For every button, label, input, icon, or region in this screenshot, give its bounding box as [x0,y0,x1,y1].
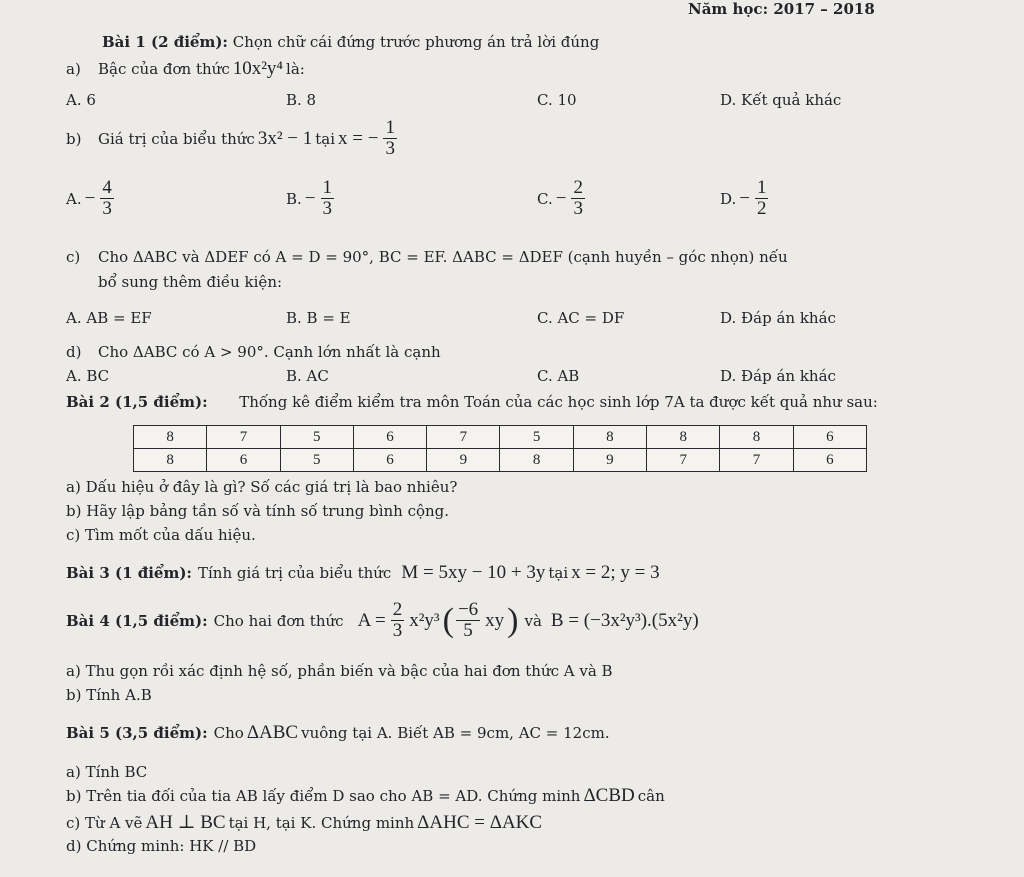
bai5-text1: Cho [213,724,244,742]
frac-den: 3 [392,620,403,641]
bai5-c-mid: tại H, tại K. Chứng minh [228,813,415,832]
bai4-question-b: b) Tính A.B [66,686,152,704]
bai5-b-tail: cân [637,787,665,805]
bai4-and: và [524,611,542,630]
bai5-b-text: b) Trên tia đối của tia AB lấy điểm D sao cho AB = AD. Chứng minh [66,787,581,805]
bai1-a-question [66,58,305,80]
bai1-a-option-d: D. Kết quả khác [720,91,842,109]
option-fraction [321,178,335,219]
table-cell: 5 [500,426,573,449]
bai1-b-label: b) [66,129,82,148]
option-den: 3 [573,198,583,219]
bai1-b-option-c [537,178,587,219]
frac-num: 2 [392,599,403,620]
table-cell: 7 [720,449,793,472]
table-cell: 7 [647,449,720,472]
table-cell: 5 [280,426,353,449]
bai5-triangle: ΔABC [246,722,299,743]
bai1-c-option-a: A. AB = EF [66,309,152,327]
bai1-d-option-b: B. AC [286,367,329,385]
bai1-b-xden: 3 [385,138,395,159]
option-letter: D. [720,189,737,208]
bai1-c-option-b: B. B = E [286,309,351,327]
bai1-a-option-b: B. 8 [286,91,317,109]
table-cell: 6 [793,449,866,472]
table-cell: 8 [500,449,573,472]
option-den: 3 [102,198,112,219]
option-sign: − [84,187,96,209]
bai4-b-expr: B = (−3x²y³).(5x²y) [550,609,699,631]
table-cell: 6 [793,426,866,449]
bai1-title: Bài 1 (2 điểm): [102,33,228,51]
bai2-question-b: b) Hãy lập bảng tần số và tính số trung bình cộng. [66,502,450,520]
bai1-c-option-d: D. Đáp án khác [720,309,836,327]
bai1-b-xfrac [383,118,397,159]
bai1-b-expr: 3x² − 1 [257,127,313,149]
bai1-c-line1 [66,248,788,266]
option-letter: B. [286,189,302,208]
bai5-b-triangle: ΔCBD [583,785,635,806]
left-paren: ( [442,601,454,639]
bai1-d-option-c: C. AB [537,367,580,385]
bai1-d-question [66,343,441,361]
option-sign: − [304,187,316,209]
bai4-a-tail: xy [485,609,505,631]
bai2-heading [66,393,878,411]
right-paren: ) [507,601,519,639]
option-sign: − [739,187,750,209]
option-letter: C. [537,189,553,208]
bai1-a-tail: là: [286,60,305,78]
bai1-a-option-c: C. 10 [537,91,577,109]
bai5-title: Bài 5 (3,5 điểm): [66,724,208,742]
bai1-a-label: a) [66,60,81,78]
bai4-a-pre: A = [357,609,386,631]
bai2-question-a: a) Dấu hiệu ở đây là gì? Số các giá trị là bao nhiêu? [66,478,458,496]
bai1-a-option-a: A. 6 [66,91,96,109]
option-num: 2 [573,177,583,198]
bai1-c-option-c: C. AC = DF [537,309,625,327]
option-fraction [100,178,114,219]
bai5-question [66,722,610,744]
frac-den: 5 [463,620,473,641]
bai2-text: Thống kê điểm kiểm tra môn Toán của các học sinh lớp 7A ta được kết quả như sau: [239,393,878,411]
table-cell: 6 [353,426,426,449]
bai1-instruction: Chọn chữ cái đứng trước phương án trả lời đúng [232,33,600,51]
bai1-b-text: Giá trị của biểu thức [98,129,255,148]
table-row [134,426,867,449]
bai1-b-xeq: x = − [338,127,379,149]
bai4-a-mid: x²y³ [409,609,440,631]
bai3-at: tại [548,564,569,582]
bai1-d-label: d) [66,343,82,361]
bai3-expr: M = 5xy − 10 + 3y [401,562,546,583]
bai5-c-eq: ΔAHC = ΔAKC [417,811,543,833]
bai5-question-a: a) Tính BC [66,763,148,781]
bai2-question-c: c) Tìm mốt của dấu hiệu. [66,526,256,544]
option-den: 2 [756,198,767,219]
bai1-c-text: Cho ΔABC và ΔDEF có A = D = 90°, BC = EF. ΔABC = ΔDEF (cạnh huyền – góc nhọn) nếu [98,248,788,266]
bai1-b-option-a [66,178,116,219]
option-num: 1 [756,177,767,198]
bai5-question-b [66,785,665,807]
option-fraction [755,178,769,219]
bai3-cond: x = 2; y = 3 [571,562,660,583]
bai1-d-option-d: D. Đáp án khác [720,367,836,385]
option-sign: − [555,187,567,209]
bai4-title: Bài 4 (1,5 điểm): [66,611,208,630]
table-cell: 8 [134,426,207,449]
bai2-title: Bài 2 (1,5 điểm): [66,393,208,411]
bai4-a-coef [391,600,405,641]
bai1-d-option-a: A. BC [66,367,110,385]
table-cell: 6 [353,449,426,472]
bai1-b-option-b [286,178,336,219]
bai5-question-c [66,811,545,834]
bai1-a-text: Bậc của đơn thức [98,60,230,78]
table-cell: 8 [573,426,646,449]
bai4-question [66,600,702,641]
bai1-d-text: Cho ΔABC có A > 90°. Cạnh lớn nhất là cạnh [98,343,441,361]
option-den: 3 [322,198,333,219]
bai5-c-expr: AH ⊥ BC [145,812,226,833]
bai3-title: Bài 3 (1 điểm): [66,564,192,582]
table-cell: 9 [427,449,500,472]
frac-num: −6 [457,599,479,620]
table-cell: 8 [134,449,207,472]
bai4-text: Cho hai đơn thức [213,611,344,630]
bai1-a-expr: 10x²y⁴ [232,58,284,79]
table-cell: 8 [720,426,793,449]
bai1-b-option-d [720,178,770,219]
bai1-b-xnum: 1 [385,117,395,138]
scores-table [133,425,867,472]
table-cell: 8 [647,426,720,449]
bai5-question-d: d) Chứng minh: HK // BD [66,837,257,855]
bai5-text2: vuông tại A. Biết AB = 9cm, AC = 12cm. [301,724,610,742]
bai1-c-label: c) [66,248,81,266]
bai1-b-at: tại [315,129,336,148]
bai3-question [66,562,663,584]
table-cell: 7 [427,426,500,449]
table-row [134,449,867,472]
table-cell: 9 [573,449,646,472]
bai5-c-pre: c) Từ A vẽ [66,813,143,832]
option-letter: A. [66,189,82,208]
bai1-c-line2: bổ sung thêm điều kiện: [98,273,283,291]
table-cell: 5 [280,449,353,472]
bai4-a-fraction [456,600,480,641]
option-num: 1 [322,177,333,198]
school-year: Năm học: 2017 – 2018 [688,0,875,18]
option-num: 4 [102,177,112,198]
bai1-b-question [66,118,399,159]
bai1-heading [102,33,599,51]
bai3-text: Tính giá trị của biểu thức [197,564,392,582]
bai4-question-a: a) Thu gọn rồi xác định hệ số, phần biến và bậc của hai đơn thức A và B [66,662,613,680]
table-cell: 6 [207,449,280,472]
table-cell: 7 [207,426,280,449]
option-fraction [571,178,585,219]
